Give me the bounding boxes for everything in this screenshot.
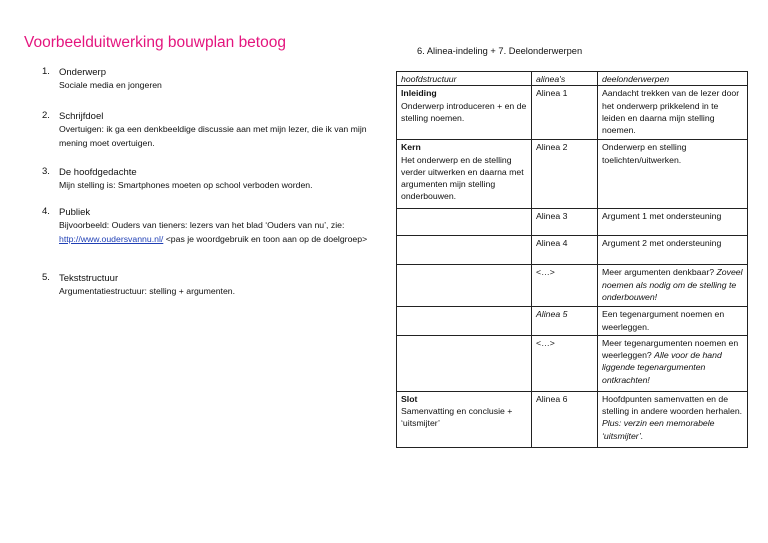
alinea-cell: Alinea 1 bbox=[532, 86, 598, 140]
outline-body: Mijn stelling is: Smartphones moeten op school verboden worden. bbox=[59, 180, 313, 190]
subtopic-cell bbox=[598, 140, 748, 209]
subtopic-italic: Zoveel noemen als nodig om de stelling te onderbouwen! bbox=[602, 267, 743, 302]
subtopic-cell bbox=[598, 265, 748, 307]
outline-body: Argumentatiestructuur: stelling + argumenten. bbox=[59, 286, 236, 296]
structure-body: Onderwerp introduceren + en de stelling noemen. bbox=[401, 100, 527, 123]
document-title: Voorbeelduitwerking bouwplan betoog bbox=[24, 34, 286, 51]
outline-number: 5. bbox=[42, 272, 50, 283]
subtopic-italic: Plus: verzin een memorabele ‘uitsmijter’. bbox=[602, 418, 715, 441]
outline-body-text: Bijvoorbeeld: Ouders van tieners: lezers van het blad ‘Ouders van nu’, zie: bbox=[59, 220, 345, 230]
table-row bbox=[397, 86, 748, 140]
alinea-cell: Alinea 4 bbox=[532, 236, 598, 265]
outline-title: Schrijfdoel bbox=[59, 111, 104, 122]
outline-body bbox=[59, 219, 377, 246]
alinea-cell: Alinea 6 bbox=[532, 391, 598, 447]
structure-cell bbox=[397, 236, 532, 265]
subtopic-cell bbox=[598, 307, 748, 336]
structure-body: Samenvatting en conclusie + ‘uitsmijter’ bbox=[401, 406, 513, 429]
structure-title: Kern bbox=[401, 142, 421, 153]
outline-item-onderwerp bbox=[42, 66, 377, 110]
alinea-cell: <…> bbox=[532, 335, 598, 391]
subtopic-cell bbox=[598, 209, 748, 236]
table-row bbox=[397, 236, 748, 265]
table-row bbox=[397, 140, 748, 209]
column-header: alinea's bbox=[532, 72, 598, 86]
table-row bbox=[397, 391, 748, 447]
outline-title: Onderwerp bbox=[59, 67, 106, 78]
table-row bbox=[397, 335, 748, 391]
outline-number: 1. bbox=[42, 66, 50, 77]
outline-title: Tekststructuur bbox=[59, 273, 119, 284]
section-heading: 6. Alinea-indeling + 7. Deelonderwerpen bbox=[417, 46, 583, 56]
alinea-cell: Alinea 3 bbox=[532, 209, 598, 236]
structure-cell bbox=[397, 391, 532, 447]
table-row bbox=[397, 209, 748, 236]
subtopic-cell bbox=[598, 335, 748, 391]
subtopic-text: Argument 1 met ondersteuning bbox=[602, 211, 722, 222]
outline-body: Overtuigen: ik ga een denkbeeldige discussie aan met mijn lezer, die ik van mijn mening moet overtuigen. bbox=[59, 124, 367, 148]
subtopic-cell bbox=[598, 86, 748, 140]
structure-title: Inleiding bbox=[401, 88, 437, 99]
publiek-link[interactable]: http://www.oudersvannu.nl/ bbox=[59, 233, 164, 244]
subtopic-text: Meer argumenten denkbaar? bbox=[602, 267, 715, 278]
column-header: hoofdstructuur bbox=[397, 72, 532, 86]
outline-number: 4. bbox=[42, 206, 50, 217]
table-row bbox=[397, 307, 748, 336]
subtopic-text: Aandacht trekken van de lezer door het onderwerp prikkelend in te leiden en daarna mijn stelling noemen. bbox=[602, 88, 740, 136]
subtopic-text: Een tegenargument noemen en weerleggen. bbox=[602, 309, 725, 332]
alinea-cell: Alinea 5 bbox=[532, 307, 598, 336]
outline-list bbox=[42, 66, 377, 302]
outline-body: Sociale media en jongeren bbox=[59, 80, 162, 90]
subtopic-text: Onderwerp en stelling toelichten/uitwerken. bbox=[602, 142, 687, 165]
column-header: deelonderwerpen bbox=[598, 72, 748, 86]
outline-item-hoofdgedachte bbox=[42, 166, 377, 206]
subtopic-cell bbox=[598, 236, 748, 265]
structure-body: Het onderwerp en de stelling verder uitwerken en daarna met argumenten mijn stelling onderbouwen. bbox=[401, 154, 524, 202]
structure-cell bbox=[397, 307, 532, 336]
subtopic-text: Argument 2 met ondersteuning bbox=[602, 238, 722, 249]
outline-item-schrijfdoel bbox=[42, 110, 377, 166]
structure-title: Slot bbox=[401, 393, 418, 404]
outline-body-text: <pas je woordgebruik en toon aan op de doelgroep> bbox=[163, 233, 368, 244]
subtopic-cell bbox=[598, 391, 748, 447]
structure-cell bbox=[397, 140, 532, 209]
structure-cell bbox=[397, 265, 532, 307]
structure-cell bbox=[397, 86, 532, 140]
table-row bbox=[397, 265, 748, 307]
bouwplan-table bbox=[396, 71, 748, 448]
structure-cell bbox=[397, 335, 532, 391]
alinea-cell: <…> bbox=[532, 265, 598, 307]
subtopic-text: Meer tegenargumenten noemen en weerleggen? bbox=[602, 337, 739, 361]
outline-title: De hoofdgedachte bbox=[59, 167, 137, 178]
subtopic-italic: Alle voor de hand liggende tegenargumenten ontkrachten! bbox=[602, 350, 722, 385]
outline-number: 2. bbox=[42, 110, 50, 121]
outline-item-publiek bbox=[42, 206, 377, 272]
outline-item-tekststructuur bbox=[42, 272, 377, 302]
structure-cell bbox=[397, 209, 532, 236]
subtopic-text: Hoofdpunten samenvatten en de stelling in andere woorden herhalen. bbox=[602, 393, 743, 417]
table-header-row bbox=[397, 72, 748, 86]
alinea-cell: Alinea 2 bbox=[532, 140, 598, 209]
outline-title: Publiek bbox=[59, 207, 91, 218]
outline-number: 3. bbox=[42, 166, 50, 177]
